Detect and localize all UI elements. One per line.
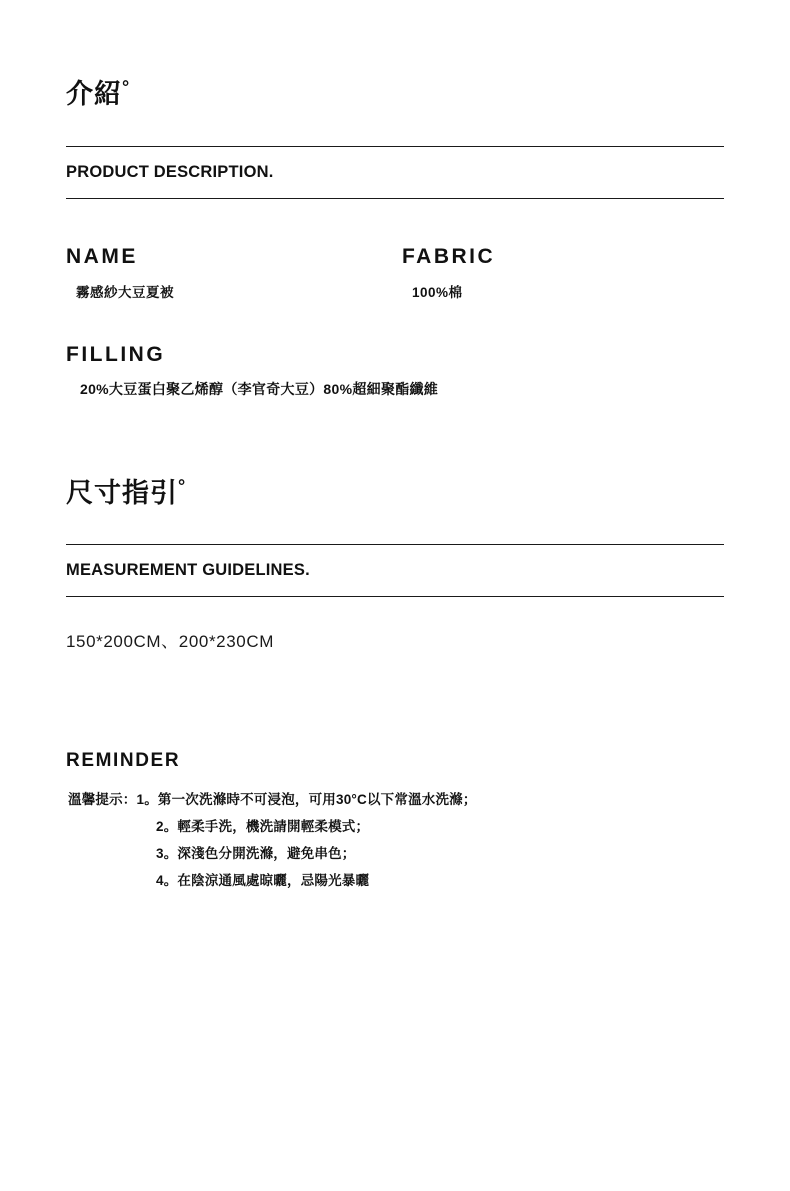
size-title-text: 尺寸指引 — [66, 477, 178, 508]
intro-title-text: 介紹 — [66, 79, 122, 109]
reminder-list — [66, 786, 724, 894]
intro-divider-bottom — [66, 198, 724, 199]
intro-divider-top — [66, 146, 724, 147]
spec-row-filling — [66, 343, 724, 399]
spec-value-name: 霧感紗大豆夏被 — [76, 284, 174, 300]
spec-label-fabric: FABRIC — [402, 244, 496, 268]
spec-label-name: NAME — [66, 244, 138, 268]
spec-label-filling: FILLING — [66, 342, 166, 366]
reminder-line: 3。深淺色分開洗滌，避免串色； — [156, 846, 356, 862]
spec-row-name-fabric — [66, 245, 724, 301]
spec-col-fabric — [388, 245, 724, 301]
intro-title-degree: ° — [122, 77, 131, 97]
spec-col-name — [66, 245, 388, 301]
spec-value-fabric: 100%棉 — [412, 284, 463, 300]
size-value: 150*200CM、200*230CM — [66, 632, 274, 652]
reminder-line: 4。在陰涼通風處晾曬，忌陽光暴曬 — [156, 873, 370, 889]
size-section-title — [66, 477, 724, 509]
reminder-title: REMINDER — [66, 750, 181, 772]
spec-value-filling: 20%大豆蛋白聚乙烯醇（李官奇大豆）80%超細聚酯纖維 — [80, 380, 439, 397]
size-divider-bottom — [66, 596, 724, 597]
intro-subtitle: PRODUCT DESCRIPTION. — [66, 162, 274, 181]
size-subtitle: MEASUREMENT GUIDELINES. — [66, 561, 310, 580]
reminder-line: 2。輕柔手洗，機洗請開輕柔模式； — [156, 819, 370, 835]
intro-section-title — [66, 78, 724, 110]
reminder-section — [66, 750, 724, 894]
size-title-degree: ° — [178, 475, 187, 496]
page-content — [66, 0, 724, 894]
reminder-line: 溫馨提示：1。第一次洗滌時不可浸泡，可用30°C以下常溫水洗滌； — [68, 792, 477, 808]
size-divider-top — [66, 544, 724, 545]
spec-col-filling — [66, 343, 724, 399]
